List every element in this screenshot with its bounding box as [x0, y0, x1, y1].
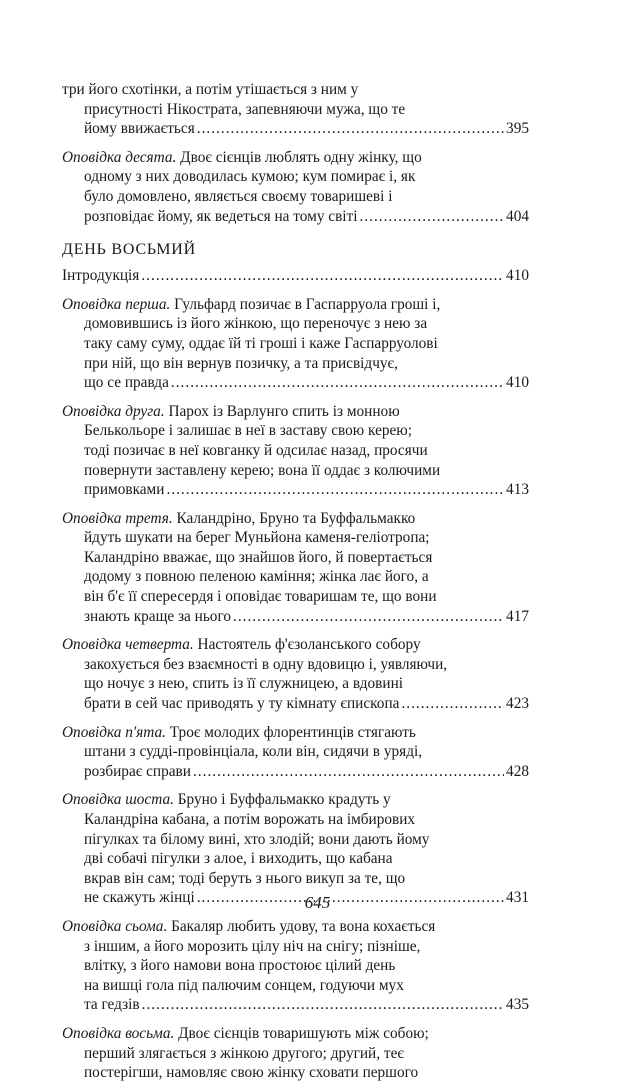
toc-line	[62, 917, 529, 937]
tale-label: Оповідка десята.	[62, 148, 177, 166]
page-number: 428	[506, 762, 529, 780]
tale-label: Оповідка друга.	[62, 402, 165, 420]
toc-entry	[62, 148, 529, 226]
toc-line	[62, 167, 529, 187]
toc-line-text	[84, 675, 403, 692]
toc-line	[62, 548, 529, 568]
tale-label: Оповідка п'ята.	[62, 723, 166, 741]
tale-summary-text: при ній, що він вернув позичку, а та присвідчує,	[84, 354, 398, 372]
tale-summary-text: присутності Нікострата, запевняючи мужа, що те	[84, 100, 406, 118]
toc-line-text	[62, 510, 415, 527]
dot-leader	[359, 207, 504, 227]
toc-line-text	[84, 549, 432, 566]
page-number: 413	[506, 481, 529, 499]
tale-summary-text: Бакаляр любить удову, та вона кохається	[167, 917, 436, 935]
toc-line	[62, 790, 529, 810]
toc-line-text	[84, 168, 415, 185]
tale-summary-text: на вишці гола під палючим сонцем, годуючи мух	[84, 976, 404, 994]
tale-label: Оповідка четверта.	[62, 636, 194, 654]
toc-line-text	[84, 743, 422, 760]
toc-line	[62, 402, 529, 422]
toc-line	[62, 587, 529, 607]
toc-line	[62, 187, 529, 207]
tale-label: Оповідка восьма.	[62, 1024, 175, 1042]
day-heading: ДЕНЬ ВОСЬМИЙ	[62, 241, 197, 259]
toc-line-text	[62, 791, 391, 808]
tale-summary-text: що ночує з нею, спить із її служницею, а вдовині	[84, 675, 404, 693]
tale-summary-text: додому з повною пеленою каміння; жінка лає його, а	[84, 568, 429, 586]
toc-line	[62, 937, 529, 957]
tale-summary-text: Двоє сієнців товаришують між собою;	[174, 1024, 429, 1042]
toc-line	[62, 266, 529, 286]
toc-line-text	[84, 373, 169, 393]
tale-summary-text: що се правда	[84, 374, 169, 392]
tale-summary-text: йдуть шукати на берег Муньйона каменя-геліотропа;	[84, 529, 430, 547]
toc-line-text	[62, 918, 435, 935]
toc-line	[62, 723, 529, 743]
toc-line	[62, 849, 529, 869]
toc-line-text	[84, 694, 399, 714]
tale-summary-text: повернути заставлену керею; вона її оддає з колючими	[84, 461, 441, 479]
toc-entry	[62, 295, 529, 393]
tale-summary-text: брати в сей час приводять у ту кімнату єпископа	[84, 695, 400, 713]
toc-line-text	[84, 355, 398, 372]
toc-line-text	[84, 938, 420, 955]
toc-entry	[62, 790, 529, 908]
toc-line-text	[84, 335, 438, 352]
toc-line	[62, 461, 529, 481]
toc-line-text	[62, 724, 416, 741]
tale-summary-text: дві собачі пігулки з алое, і виходить, що кабана	[84, 850, 393, 868]
toc-line-text	[62, 81, 358, 98]
toc-line	[62, 810, 529, 830]
tale-summary-text: Гульфард позичає в Гаспарруола гроші і,	[170, 295, 441, 313]
toc-entry	[62, 723, 529, 782]
tale-summary-text: Каландріно вважає, що знайшов його, й повертається	[84, 548, 433, 566]
page-number: 435	[506, 996, 529, 1014]
toc-line	[62, 694, 529, 714]
toc-line	[62, 1024, 529, 1044]
page-number: 410	[506, 267, 529, 285]
tale-summary-text: постерігши, намовляє свою жінку сховати першого	[84, 1064, 419, 1082]
toc-line-text	[84, 588, 437, 605]
toc-line-text	[62, 296, 440, 313]
tale-summary-text: вкрав він сам; тоді беруть з нього викуп за те, що	[84, 869, 406, 887]
tale-summary-text: пігулках та білому вині, хто злодій; вони дають йому	[84, 830, 430, 848]
toc-line-text	[84, 977, 404, 994]
tale-label: Оповідка шоста.	[62, 791, 174, 809]
page-number: 423	[506, 695, 529, 713]
toc-line	[62, 995, 529, 1015]
tale-summary-text: перший злягається з жінкою другого; другий, теє	[84, 1044, 404, 1062]
toc-line	[62, 295, 529, 315]
toc-line-text	[84, 1064, 418, 1081]
tale-summary-text: Каландріна кабана, а потім ворожать на імбирових	[84, 811, 416, 828]
page-number: 410	[506, 374, 529, 392]
tale-summary-text: влітку, з його намови вона простоює цілий день	[84, 957, 396, 975]
toc-line	[62, 742, 529, 762]
page-number: 395	[506, 120, 529, 138]
toc-entry	[62, 402, 529, 500]
toc-line	[62, 80, 529, 100]
tale-summary-text: домовившись із його жінкою, що переночує з нею за	[84, 315, 428, 333]
toc-group-eighth-day	[62, 295, 529, 1083]
toc-line-text	[84, 850, 393, 867]
toc-line-text	[84, 119, 195, 139]
dot-leader	[171, 373, 504, 393]
tale-summary-text: розбирає справи	[84, 762, 191, 780]
toc-line	[62, 441, 529, 461]
tale-summary-text: Троє молодих флорентинців стягають	[165, 723, 416, 741]
toc-line-text	[62, 636, 421, 653]
dot-leader	[142, 995, 504, 1015]
toc-entry	[62, 509, 529, 627]
toc-line	[62, 1063, 529, 1083]
toc-line	[62, 354, 529, 374]
toc-line	[62, 956, 529, 976]
toc-line	[62, 567, 529, 587]
tale-summary-text: Белькольоре і залишає в неї в заставу свою керею;	[84, 422, 412, 440]
toc-line-text	[84, 442, 428, 459]
tale-summary-text: та гедзів	[84, 996, 140, 1014]
toc-line	[62, 119, 529, 139]
toc-entry	[62, 917, 529, 1015]
toc-line-text	[84, 101, 405, 118]
toc-entry	[62, 1024, 529, 1083]
toc-entry-text: Інтродукція	[62, 267, 140, 285]
toc-line-text	[84, 995, 140, 1015]
toc-line-text	[84, 607, 231, 627]
toc-line-text	[84, 1045, 404, 1062]
toc-entry	[62, 80, 529, 139]
tale-summary-text: розповідає йому, як ведеться на тому світі	[84, 207, 358, 225]
page-number: 404	[506, 207, 529, 225]
tale-summary-text: Настоятель ф'єзоланського собору	[193, 636, 421, 654]
toc-line	[62, 421, 529, 441]
toc-group-previous-day	[62, 80, 529, 226]
toc-line	[62, 148, 529, 168]
toc-line-text	[62, 403, 400, 420]
tale-summary-text: примовками	[84, 481, 165, 499]
tale-summary-text: він б'є її спересердя і оповідає товаришам те, що вони	[84, 588, 437, 606]
toc-line-text	[84, 462, 440, 479]
toc-line	[62, 635, 529, 655]
dot-leader	[193, 762, 504, 782]
toc-line-text	[84, 188, 392, 205]
toc-line	[62, 607, 529, 627]
toc-line	[62, 655, 529, 675]
tale-summary-text: Каландріно, Бруно та Буффальмакко	[172, 509, 416, 527]
toc-line	[62, 334, 529, 354]
toc-line-text	[84, 957, 395, 974]
toc-line	[62, 528, 529, 548]
dot-leader	[401, 694, 504, 714]
dot-leader	[141, 266, 504, 286]
toc-line-text	[84, 762, 191, 782]
toc-line	[62, 480, 529, 500]
tale-summary-text: одному з них доводилась кумою; кум помирає і, як	[84, 168, 416, 186]
tale-summary-text: три його схотінки, а потім утішається з ним у	[62, 81, 359, 98]
toc-line-text	[84, 568, 429, 585]
tale-summary-text: закохується без взаємності в одну вдовицю і, уявляючи,	[84, 655, 448, 673]
tale-summary-text: Бруно і Буффальмакко крадуть у	[173, 791, 391, 809]
folio: 645	[304, 893, 331, 912]
tale-summary-text: знають краще за нього	[84, 607, 232, 625]
page-number: 417	[506, 607, 529, 625]
tale-summary-text: штани з судді-провінціала, коли він, сидячи в уряді,	[84, 743, 423, 761]
tale-label: Оповідка перша.	[62, 295, 171, 313]
toc-entry-introduction	[62, 266, 529, 286]
toc-line	[62, 373, 529, 393]
tale-summary-text: Парох із Варлунго спить із монною	[164, 402, 400, 420]
toc-line-text	[84, 480, 164, 500]
dot-leader	[166, 480, 504, 500]
tale-summary-text: Двоє сієнців люблять одну жінку, що	[176, 148, 422, 166]
toc-line	[62, 100, 529, 120]
toc-line	[62, 314, 529, 334]
toc-line	[62, 869, 529, 889]
tale-summary-text: з іншим, а його морозить цілу ніч на снігу; пізніше,	[84, 937, 421, 955]
toc-line-text	[84, 811, 415, 828]
toc-line-text	[84, 870, 405, 887]
toc-line	[62, 830, 529, 850]
toc-line	[62, 762, 529, 782]
tale-summary-text: йому ввижається	[84, 120, 195, 138]
toc-line-text	[84, 207, 357, 227]
dot-leader	[233, 607, 504, 627]
toc-line	[62, 976, 529, 996]
tale-label: Оповідка третя.	[62, 509, 173, 527]
tale-summary-text: не скажуть жінці	[84, 889, 195, 907]
toc-entry	[62, 635, 529, 713]
toc-line-text	[62, 1025, 429, 1042]
dot-leader	[197, 119, 504, 139]
toc-line-text	[84, 529, 430, 546]
toc-line-text	[84, 422, 412, 439]
tale-summary-text: таку саму суму, оддає їй ті гроші і каже Гаспарруолові	[84, 334, 438, 352]
toc-line-text	[84, 315, 427, 332]
toc-line-text	[84, 656, 447, 673]
toc-line-text	[62, 149, 422, 166]
tale-summary-text: тоді позичає в неї ковганку й одсилає назад, просячи	[84, 441, 428, 459]
toc-line-text	[84, 831, 429, 848]
toc-line	[62, 1044, 529, 1064]
toc-line	[62, 509, 529, 529]
page-number: 431	[506, 889, 529, 907]
tale-label: Оповідка сьома.	[62, 917, 168, 935]
tale-summary-text: було домовлено, являється своєму товаришеві і	[84, 187, 393, 205]
toc-line	[62, 674, 529, 694]
toc-line	[62, 207, 529, 227]
table-of-contents	[62, 80, 529, 1092]
